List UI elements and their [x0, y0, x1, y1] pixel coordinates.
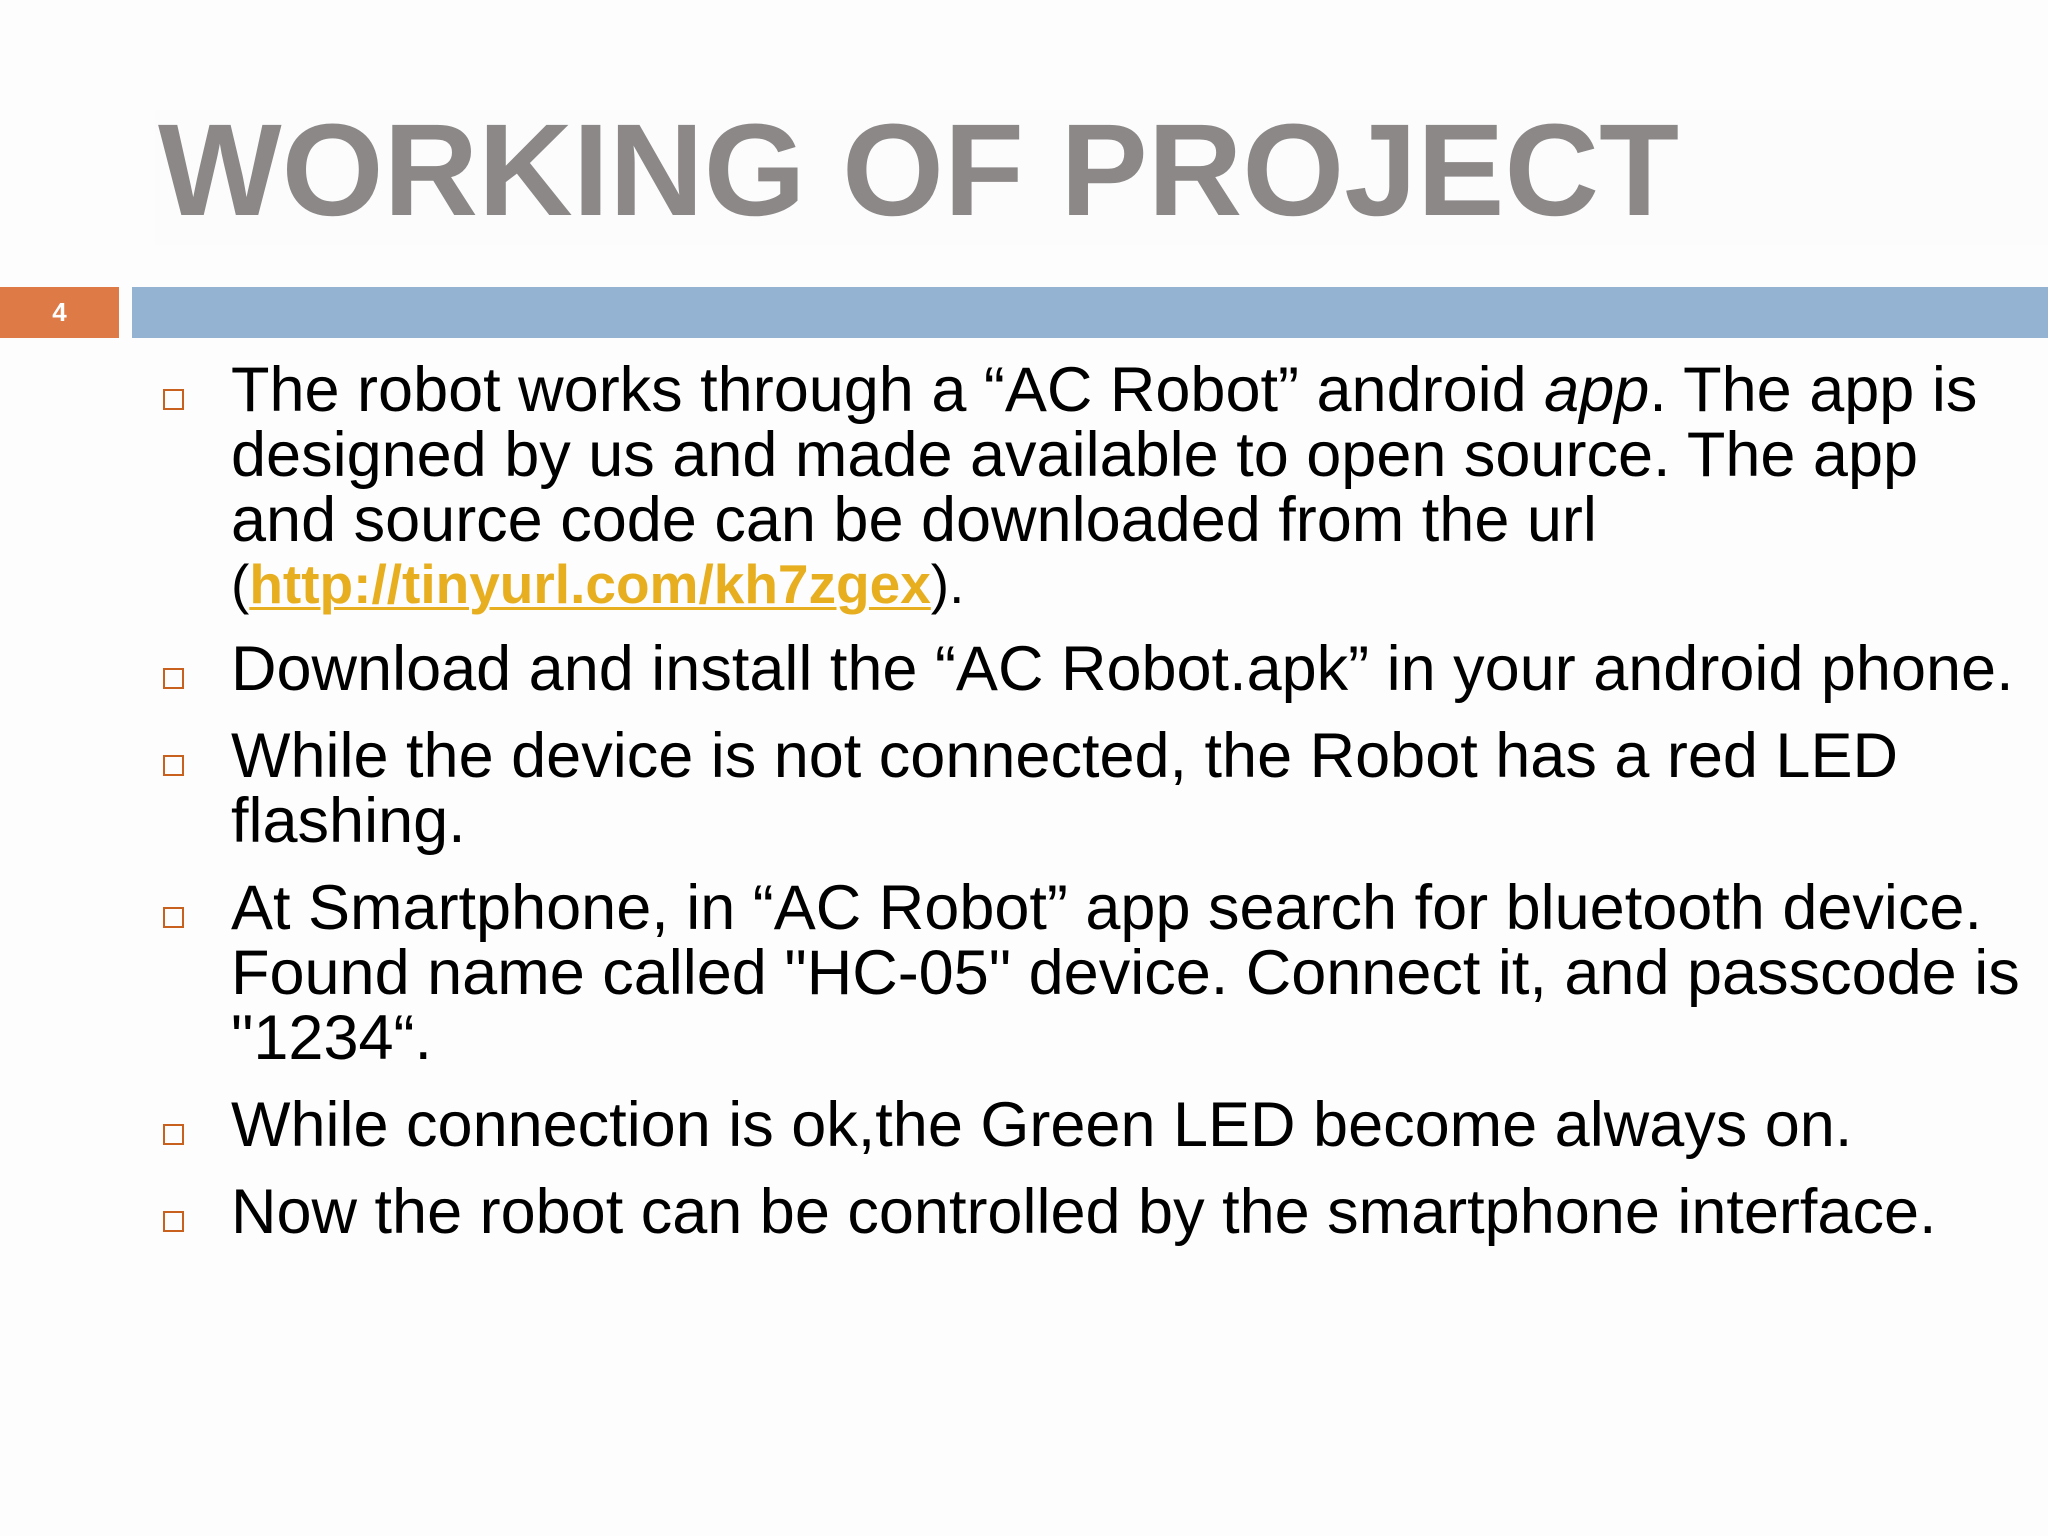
bullet-item — [160, 1090, 2040, 1160]
paren-close: ). — [930, 553, 965, 615]
bullet-text: The robot works through a “AC Robot” android — [231, 355, 1545, 425]
bullet-text: While the device is not connected, the Robot has a red LED flashing. — [231, 721, 1898, 856]
bullet-item — [160, 355, 2040, 615]
square-bullet-icon — [163, 907, 184, 928]
download-url-link[interactable]: http://tinyurl.com/kh7zgex — [249, 553, 931, 615]
bullet-item — [160, 873, 2040, 1073]
bullet-text: . The app is designed by us and made available to open source. The app and source code can be downloaded from the url — [231, 355, 1978, 555]
bullet-list — [160, 355, 2040, 1267]
slide-title: WORKING OF PROJECT — [158, 96, 1680, 243]
url-line — [231, 553, 2040, 615]
bullet-text: At Smartphone, in “AC Robot” app search for bluetooth device. Found name called "HC-05" device. Connect it, and passcode is "1234“. — [231, 873, 2020, 1073]
header-rule-bar — [132, 287, 2048, 338]
bullet-item — [160, 634, 2040, 704]
square-bullet-icon — [163, 389, 184, 410]
slide-number-badge: 4 — [0, 287, 119, 338]
bullet-item — [160, 721, 2040, 856]
square-bullet-icon — [163, 755, 184, 776]
paren-open: ( — [231, 553, 250, 615]
bullet-text: While connection is ok,the Green LED become always on. — [231, 1090, 1853, 1160]
square-bullet-icon — [163, 1124, 184, 1145]
bullet-text-italic: app — [1544, 355, 1650, 425]
bullet-text: Now the robot can be controlled by the smartphone interface. — [231, 1177, 1937, 1247]
square-bullet-icon — [163, 668, 184, 689]
bullet-item — [160, 1177, 2040, 1247]
bullet-text: Download and install the “AC Robot.apk” in your android phone. — [231, 634, 2014, 704]
square-bullet-icon — [163, 1211, 184, 1232]
